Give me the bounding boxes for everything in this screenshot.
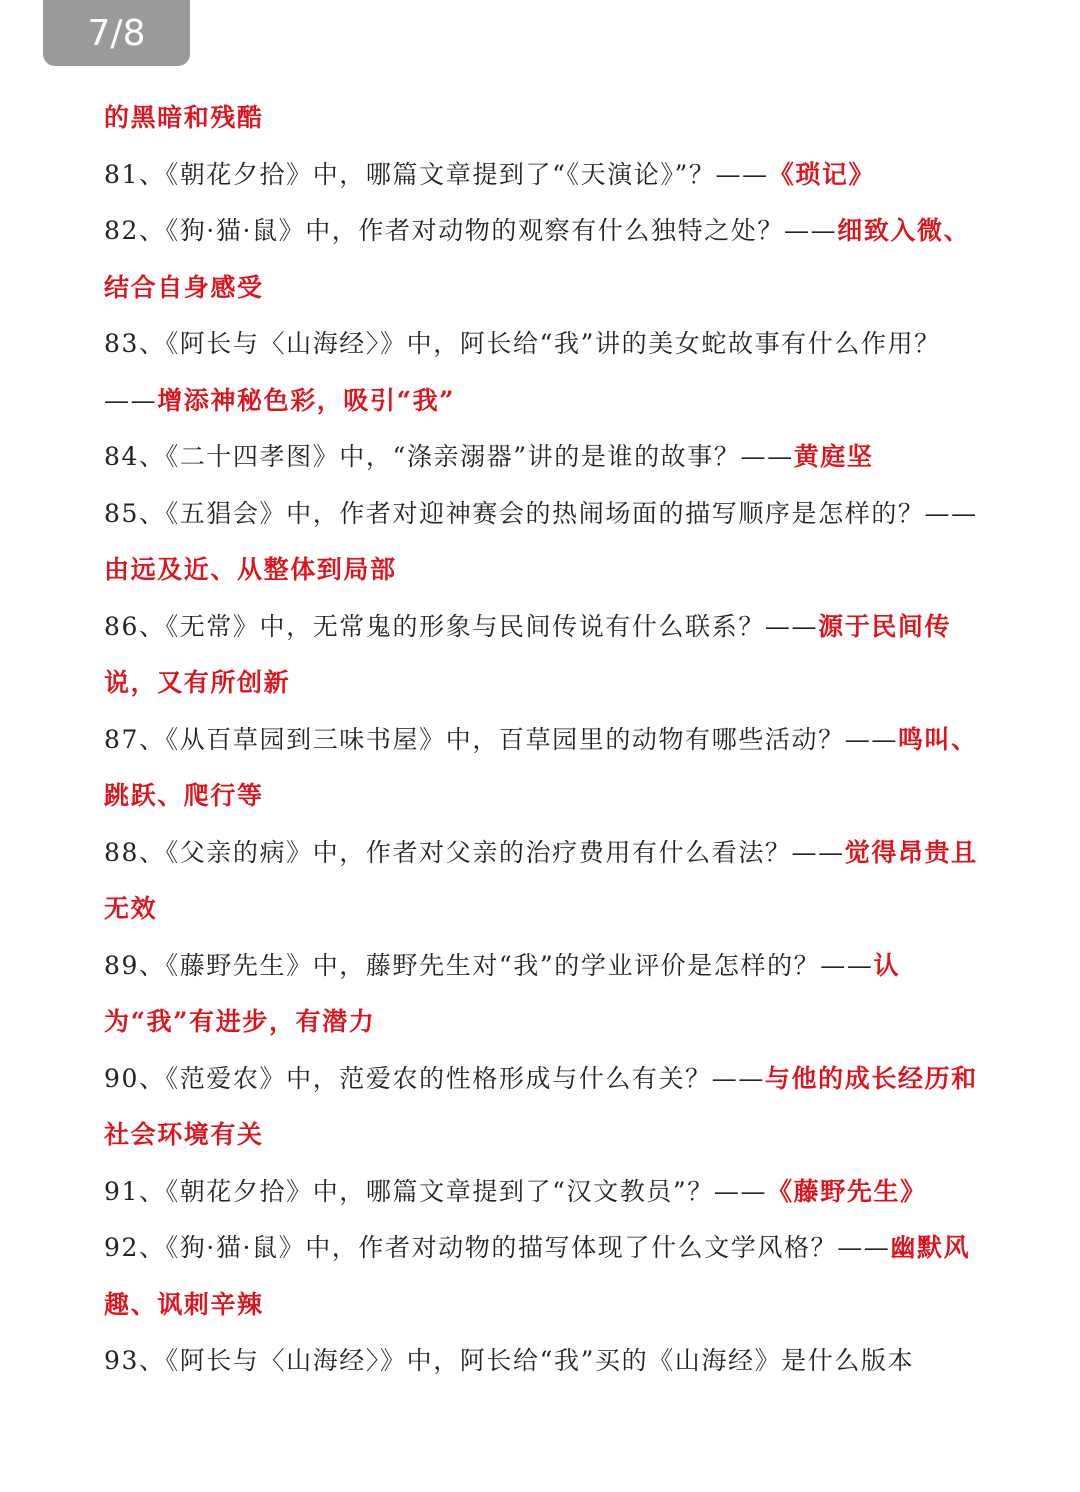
list-item [104, 429, 984, 486]
answer-text: 与他的成长经历和社会环境有关 [104, 1063, 978, 1149]
answer-text: 《藤野先生》 [767, 1176, 927, 1206]
list-item [104, 938, 984, 1051]
question-text: 86、《无常》中，无常鬼的形象与民间传说有什么联系？—— [104, 611, 819, 641]
list-item [104, 1220, 984, 1333]
list-item [104, 712, 984, 825]
list-item [104, 1051, 984, 1164]
question-text: 90、《范爱农》中，范爱农的性格形成与什么有关？—— [104, 1063, 765, 1093]
list-item [104, 203, 984, 316]
answer-text: 鸣叫、跳跃、爬行等 [104, 724, 978, 810]
answer-text: 由远及近、从整体到局部 [104, 555, 397, 584]
question-text: 89、《藤野先生》中，藤野先生对“我”的学业评价是怎样的？—— [104, 950, 874, 980]
list-item [104, 1333, 984, 1390]
page-indicator-badge: 7/8 [43, 0, 190, 66]
question-text: 92、《狗·猫·鼠》中，作者对动物的描写体现了什么文学风格？—— [104, 1233, 891, 1262]
answer-text: 黄庭坚 [793, 442, 874, 471]
list-item [104, 1164, 984, 1221]
answer-text: 源于民间传说，又有所创新 [104, 611, 952, 697]
list-item [104, 825, 984, 938]
question-text: 82、《狗·猫·鼠》中，作者对动物的观察有什么独特之处？—— [104, 216, 838, 245]
question-text: 93、《阿长与〈山海经〉》中，阿长给“我”买的《山海经》是什么版本 [104, 1346, 915, 1375]
list-item [104, 486, 984, 599]
question-text: 91、《朝花夕拾》中，哪篇文章提到了“汉文教员”？—— [104, 1176, 768, 1206]
question-text: 88、《父亲的病》中，作者对父亲的治疗费用有什么看法？—— [104, 837, 845, 867]
question-text: 87、《从百草园到三味书屋》中，百草园里的动物有哪些活动？—— [104, 724, 898, 754]
answer-text: 《琐记》 [768, 159, 876, 189]
question-text: 83、《阿长与〈山海经〉》中，阿长给“我”讲的美女蛇故事有什么作用？—— [104, 329, 941, 415]
question-text: 84、《二十四孝图》中，“涤亲溺器”讲的是谁的故事？—— [104, 442, 794, 471]
answer-text: 细致入微、结合自身感受 [104, 216, 971, 302]
question-text: 81、《朝花夕拾》中，哪篇文章提到了“《天演论》”？—— [104, 159, 769, 189]
qa-list [104, 90, 984, 1390]
answer-text: 增添神秘色彩，吸引“我” [157, 385, 456, 415]
answer-text: 认为“我”有进步，有潜力 [104, 950, 901, 1036]
question-text: 85、《五猖会》中，作者对迎神赛会的热闹场面的描写顺序是怎样的？—— [104, 498, 978, 528]
list-item [104, 147, 984, 204]
list-item [104, 90, 984, 147]
list-item [104, 599, 984, 712]
answer-text: 觉得昂贵且无效 [104, 837, 978, 923]
list-item [104, 316, 984, 429]
answer-text: 幽默风趣、讽刺辛辣 [104, 1233, 971, 1319]
answer-text: 的黑暗和残酷 [104, 103, 264, 132]
